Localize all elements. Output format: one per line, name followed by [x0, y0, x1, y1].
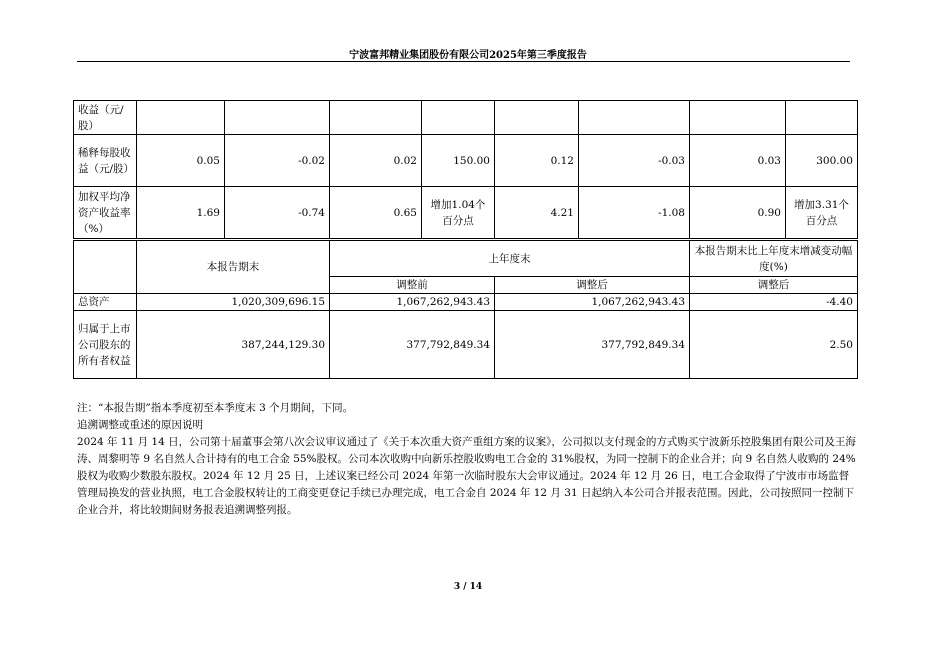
table-cell: 0.12 [495, 135, 579, 187]
col-header-prior-year-end: 上年度末 [330, 241, 690, 277]
table-header-row [74, 241, 858, 277]
col-header-current-end: 本报告期末 [137, 241, 330, 294]
table-cell: 377,792,849.34 [330, 311, 495, 379]
report-header-title: 宁波富邦精业集团股份有限公司2025年第三季度报告 [349, 50, 587, 61]
table-cell: 150.00 [422, 135, 495, 187]
note-adjustment-paragraph: 2024 年 11 月 14 日，公司第十届董事会第八次会议审议通过了《关于本次重大资产重组方案的议案》，公司拟以支付现金的方式购买宁波新乐控股集团有限公司及王海涛、周黎明等 9 名自然人合计持有的电工合金 55%股权。公司本次收购中向新乐控股收购电工合金的 31%股权，为同一控制下的企业合并；向 9 名自然人收购的 24%股权为收购少数股东股权。2024 年 12 月 25 日，上述议案已经公司 2024 年第一次临时股东大会审议通过。2024 年 12 月 26 日，电工合金取得了宁波市市场监督管理局换发的营业执照，电工合金股权转让的工商变更登记手续已办理完成，电工合金自 2024 年 12 月 31 日起纳入本公司合并报表范围。因此，公司按照同一控制下企业合并，将比较期间财务报表追溯调整列报。 [77, 436, 856, 516]
table-cell: -4.40 [690, 294, 858, 311]
col-header-after: 调整后 [495, 277, 690, 294]
table-cell: 300.00 [786, 135, 858, 187]
table-cell: 1,067,262,943.43 [495, 294, 690, 311]
table-cell: 4.21 [495, 187, 579, 239]
table-cell [690, 101, 786, 135]
table-cell: 0.03 [690, 135, 786, 187]
table-cell: 387,244,129.30 [137, 311, 330, 379]
table-row [74, 187, 858, 239]
table-cell [786, 101, 858, 135]
table-cell: 0.02 [330, 135, 422, 187]
table-cell: -0.74 [225, 187, 330, 239]
table-cell: 1,067,262,943.43 [330, 294, 495, 311]
per-share-metrics-table [73, 100, 858, 239]
balance-sheet-table [73, 240, 858, 379]
table-row [74, 294, 858, 311]
table-cell [579, 101, 690, 135]
row-label: 加权平均净资产收益率（%） [74, 187, 137, 239]
table-cell: 增加3.31个百分点 [786, 187, 858, 239]
table-cell: 1.69 [137, 187, 225, 239]
table-cell: 0.90 [690, 187, 786, 239]
table-cell: 0.05 [137, 135, 225, 187]
table-cell [422, 101, 495, 135]
table-cell: -0.03 [579, 135, 690, 187]
table-cell: 0.65 [330, 187, 422, 239]
table-cell [225, 101, 330, 135]
table-row [74, 101, 858, 135]
table-cell: 增加1.04个百分点 [422, 187, 495, 239]
note-adjustment-heading: 追溯调整或重述的原因说明 [77, 419, 203, 431]
header-divider [77, 61, 850, 62]
note-report-period: 注：“本报告期”指本季度初至本季度末 3 个月期间，下同。 [77, 402, 354, 414]
table-cell: -0.02 [225, 135, 330, 187]
table-cell: 377,792,849.34 [495, 311, 690, 379]
table-cell: -1.08 [579, 187, 690, 239]
page-number: 3 / 14 [453, 582, 483, 592]
row-label: 归属于上市公司股东的所有者权益 [74, 311, 137, 379]
table-cell: 2.50 [690, 311, 858, 379]
row-label: 稀释每股收益（元/股） [74, 135, 137, 187]
table-header-empty [74, 241, 137, 294]
col-header-change-after: 调整后 [690, 277, 858, 294]
table-cell [495, 101, 579, 135]
table-row [74, 311, 858, 379]
table-cell [330, 101, 422, 135]
table-row [74, 135, 858, 187]
col-header-change: 本报告期末比上年度末增减变动幅度(%) [690, 241, 858, 277]
table-cell [137, 101, 225, 135]
notes-section [77, 400, 857, 519]
row-label: 收益（元/股） [74, 101, 137, 135]
row-label: 总资产 [74, 294, 137, 311]
table-cell: 1,020,309,696.15 [137, 294, 330, 311]
col-header-before: 调整前 [330, 277, 495, 294]
